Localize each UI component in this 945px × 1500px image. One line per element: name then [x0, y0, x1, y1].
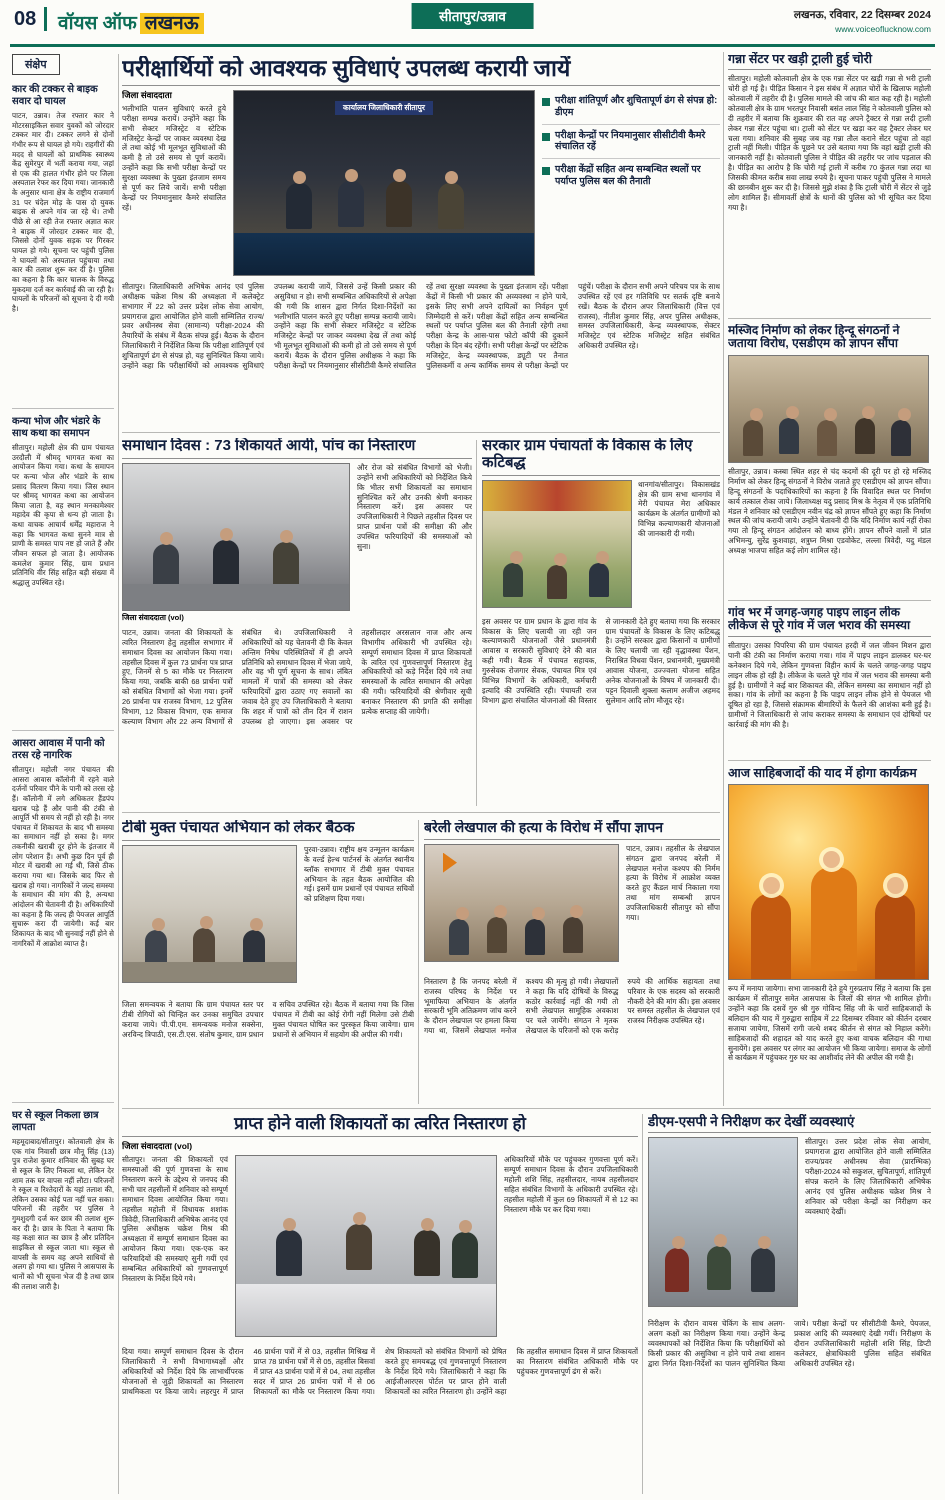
- brief-title: कार की टक्कर से बाइक सवार दो घायल: [12, 84, 98, 107]
- guru-figure: [875, 893, 915, 979]
- sahibzada-headline: आज साहिबजादों की याद में होगा कार्यक्रम: [728, 766, 917, 780]
- divider: [122, 840, 414, 841]
- person-silhouette: [414, 1230, 440, 1276]
- website-link[interactable]: www.voiceoflucknow.com: [835, 24, 931, 34]
- tb-body: जिला समन्वयक ने बताया कि ग्राम पंचायत स्तर पर टीबी रोगियों को चिन्हित कर उनका समुचित उपचार कराया जाये। पी.पी.एम. समन्वयक मनोज सक्सेना, अरविन्द त्रिपाठी, एस.टी.एस. संतोष कुमार, ग्राम प्रधान व सचिव उपस्थित रहे। बैठक में बताया गया कि जिस पंचायत में टीबी का कोई रोगी नहीं मिलेगा उसे टीबी मुक्त पंचायत घोषित कर पुरस्कृत किया जायेगा। ग्राम प्रधानों से अभियान में सहयोग की अपील की गयी।: [122, 999, 414, 1039]
- divider: [723, 52, 724, 1106]
- sahibzada-artwork: [728, 784, 929, 980]
- article-pipeline-leak: [728, 606, 931, 756]
- tb-side-text: पुरवा-उन्नाव। राष्ट्रीय क्षय उन्मूलन कार्यक्रम के वर्ल्ड हेल्थ पार्टनर्स के अंतर्गत स्थानीय ब्लॉक सभागार में टीबी मुक्त पंचायत अभियान के तहत बैठक आयोजित की गई। इसमें ग्राम प्रधानों एवं पंचायत सचिवों को प्रशिक्षण दिया गया।: [304, 844, 414, 904]
- samadhan-side-text: और रोज को संबंधित विभागों को भेजी। उन्होंने सभी अधिकारियों को निर्देशित किये कि भीतर सभी शिकायतों का समाधान सुनिश्चित करें और उनकी श्रेणी बनाकर निस्तारण करें। इस अवसर पर उपजिलाधिकारी ने पिछले तहसील दिवस पर प्राप्त प्रार्थना पत्रों की समीक्षा की और उपस्थित फरियादियों की समस्याओं को सुना।: [357, 462, 472, 552]
- header-rule: [10, 44, 935, 47]
- brief-item: [12, 738, 114, 1095]
- divider: [418, 820, 419, 1104]
- page-number: 08: [14, 7, 47, 31]
- bareli-photo: [424, 844, 619, 962]
- briefs-column: [12, 54, 114, 1494]
- person-silhouette: [487, 917, 507, 953]
- bullet-item: [542, 125, 720, 160]
- complaints-right-text: अधिकारियों मौके पर पहुंचकर गुणवत्ता पूर्ण करें। सम्पूर्ण समाधान दिवस के दौरान उपजिलाधिकारी महोली शशि सिंह, तहसीलदार, नायब तहसीलदार सहित संबंधित विभागों के अधिकारी उपस्थित रहे। तहसील महोली में कुल 69 शिकायतों में से 12 का निस्तारण मौके पर कर दिया गया।: [504, 1155, 638, 1214]
- briefs-label: संक्षेप: [12, 54, 60, 75]
- article-ganna-theft: [728, 52, 931, 314]
- article-gram-panchayat: [482, 438, 720, 806]
- sahibzada-body: रूप में मनाया जायेगा। सभा जानकारी देते हुये गुरुप्रताप सिंह ने बताया कि इस कार्यक्रम में सीतापुर समेत आसपास के जिलों की संगत भी शामिल होगी। उन्होंने कहा कि दसवें गुरु श्री गुरु गोविन्द सिंह जी के चारों साहिबजादों के बलिदान की याद में गुरुद्वारा साहिब में 22 दिसम्बर रविवार को कीर्तन दरबार सजाया जायेगा, जिसमें रागी जत्थे शबद कीर्तन से संगत को निहाल करेंगे। साहिबजादों की शहादत को याद करते हुए कथा वाचक बलिदान की गाथा सुनायेंगे। इस अवसर पर लंगर का आयोजन भी किया जायेगा। समाज के लोगों से कार्यक्रम में पहुंचकर गुरु घर का आशीर्वाद लेने की अपील की गयी है।: [728, 984, 931, 1063]
- brief-body: महमूदाबाद/सीतापुर। कोतवाली क्षेत्र के एक गांव निवासी छात्र मौनू सिंह (13) पुत्र राजेश कुमार शनिवार की सुबह घर से स्कूल के लिए निकला था, लेकिन देर शाम तक घर वापस नहीं लौटा। परिजनों ने स्कूल व रिश्तेदारों के यहां तलाश की, लेकिन उसका कोई पता नहीं चल सका। परिजनों की तहरीर पर पुलिस ने गुमशुदगी दर्ज कर छात्र की तलाश शुरू कर दी है। छात्र के पिता ने बताया कि वह कक्षा सात का छात्र है और प्रतिदिन साइकिल से स्कूल जाता था। स्कूल से वापसी के समय वह अपने साथियों से अलग हो गया था। पुलिस ने आसपास के थानों को भी सूचना भेज दी है तथा छात्र की तलाश जारी है।: [12, 1137, 114, 1291]
- photo-credit: जिला संवाददाता (vol): [122, 612, 184, 622]
- lead-photo: [233, 90, 535, 276]
- person-silhouette: [525, 919, 545, 955]
- divider: [728, 600, 931, 601]
- brief-item: [12, 1110, 114, 1467]
- divider: [118, 54, 119, 1494]
- article-masjid-protest: [728, 324, 931, 596]
- divider: [122, 1136, 638, 1137]
- person-silhouette: [338, 181, 364, 227]
- bareli-headline: बरेली लेखपाल की हत्या के विरोध में सौंपा ज्ञापन: [424, 820, 664, 835]
- brief-body: पाटन, उन्नाव। तेज रफ्तार कार ने मोटरसाइकिल सवार युवकों को जोरदार टक्कर मार दी। टक्कर लगने से दोनों गंभीर रूप से घायल हो गये। राहगीरों की मदद से घायलों को प्राथमिक स्वास्थ्य केंद्र सुमेरपुर में भर्ती कराया गया, जहां से एक की हालत गंभीर होने पर जिला अस्पताल रेफर कर दिया गया। जानकारी के अनुसार थाना क्षेत्र के राष्ट्रीय राजमार्ग 31 पर चंदेल मोड़ के पास दो युवक बाइक से अपने गांव जा रहे थे। तभी पीछे से आ रही तेज रफ्तार अज्ञात कार ने बाइक में जोरदार टक्कर मार दी, जिससे दोनों युवक सड़क पर गिरकर घायल हो गये। सूचना पर पहुंची पुलिस ने घायलों को अस्पताल पहुंचाया तथा कार की तलाश शुरू कर दी है। पुलिस का कहना है कि कार चालक के विरुद्ध मुकदमा दर्ज कर कार्रवाई की जा रही है। घायलों के परिजनों को सूचना दे दी गयी है।: [12, 111, 114, 313]
- person-silhouette: [213, 540, 239, 586]
- dmsp-body: निरीक्षण के दौरान वायस चेकिंग के साथ अलग-अलग कक्षों का निरीक्षण किया गया। उन्होंने केन्द्र व्यवस्थापकों को निर्देशित किया कि परीक्षार्थियों को किसी प्रकार की असुविधा न होने पाये तथा शासन द्वारा निर्गत दिशा-निर्देशों का पालन सुनिश्चित किया जाये। परीक्षा केन्द्रों पर सीसीटीवी कैमरे, पेयजल, प्रकाश आदि की व्यवस्थाएं देखी गयीं। निरीक्षण के दौरान उपजिलाधिकारी महोली शशि सिंह, डिप्टी कलेक्टर, क्षेत्राधिकारी पुलिस सहित संबंधित अधिकारी उपस्थित रहे।: [648, 1319, 931, 1368]
- divider: [122, 812, 720, 813]
- divider: [482, 475, 720, 476]
- bullet-text: परीक्षा शांतिपूर्ण और शुचितापूर्ण ढंग से संपन्न हो: डीएम: [555, 94, 718, 118]
- masthead: [58, 9, 204, 35]
- person-silhouette: [193, 928, 215, 966]
- gram-body: इस अवसर पर ग्राम प्रधान के द्वारा गांव के विकास के लिए चलायी जा रही जन कल्याणकारी योजनाओं जैसे प्रधानमंत्री आवास व सरकारी सुविधाएं देने की बात कही गयी। बैठक में पंचायत सहायक, गुरुसेवक रोजगार सेवक, पंचायत मित्र एवं विभिन्न विभागों के अधिकारी, कर्मचारी इत्यादि की उपस्थिति रही। पंचायती राज विभाग द्वारा संचालित योजनाओं की विस्तार से जानकारी देते हुए बताया गया कि सरकार ग्राम पंचायतों के विकास के लिए कटिबद्ध है। उन्होंने सरकार द्वारा किसानों व ग्रामीणों के लिए चलायी जा रही वृद्धावस्था पेंशन, निराश्रित विधवा पेंशन, प्रधानमंत्री, मुख्यमंत्री आवास योजना, उज्ज्वला योजना सहित अनेक योजनाओं के विषय में जानकारी दी। पट्टन दिवाली शुक्ला कलाम अजीज अहमद सुलेमान आदि लोग मौजूद रहे।: [482, 616, 720, 705]
- article-sahibzada: [728, 766, 931, 1106]
- guru-figure: [751, 893, 791, 979]
- person-silhouette: [665, 1248, 689, 1292]
- square-bullet-icon: [542, 98, 550, 106]
- gram-headline: सरकार ग्राम पंचायतों के विकास के लिए कटिबद्ध: [482, 438, 693, 471]
- person-silhouette: [707, 1246, 731, 1290]
- square-bullet-icon: [542, 133, 550, 141]
- divider: [728, 636, 931, 637]
- divider: [728, 69, 931, 70]
- section-label: सीतापुर/उन्नाव: [411, 3, 534, 29]
- table-surface: [234, 233, 534, 275]
- lead-bullet-list: [542, 90, 720, 276]
- lead-side-text: भलीभांति पालन सुविधाएं करते हुये परीक्षा सम्पन्न करायें। उन्होंने कहा कि सभी सेक्टर मजिस्ट्रेट व स्टेटिक मजिस्ट्रेट केन्द्रों पर जाकर व्यवस्था देख लें तथा कोई भी मूलभूत सुविधाओं की कमी है तो उसे समय से पूर्ण करायें। उन्होंने कहा कि सभी परीक्षा केन्द्रों पर सुरक्षा व्यवस्था के पुख्ता इंतजाम समय से पूर्ण कर लिये जायें। सभी परीक्षा केन्द्रों पर नियमानुसार कैमरे संचालित रहें।: [122, 103, 226, 212]
- masthead-part1: वॉयस ऑफ: [58, 13, 137, 34]
- person-silhouette: [346, 1224, 372, 1270]
- bareli-side-text: पाटन, उन्नाव। तहसील के लेखपाल संगठन द्वारा जनपद बरेली में लेखपाल मनोज कश्यप की निर्मम हत्या के विरोध में आक्रोश व्यक्त करते हुए कैंडल मार्च निकाला गया तथा मांग सम्बन्धी ज्ञापन उपजिलाधिकारी सीतापुर को सौंपा गया।: [626, 843, 720, 923]
- samadhan-photo: [122, 463, 350, 611]
- dmsp-side-text: सीतापुर। उत्तर प्रदेश लोक सेवा आयोग, प्रयागराज द्वारा आयोजित होने वाली सम्मिलित राज्य/प्रवर अधीनस्थ सेवा (प्रारम्भिक) परीक्षा-2024 को सकुशल, सुचितापूर्ण, शांतिपूर्ण संपन्न कराने के लिए जिलाधिकारी अभिषेक आनंद एवं पुलिस अधीक्षक चक्रेश मिश्र ने शनिवार को परीक्षा केन्द्रों का निरीक्षण कर व्यवस्थाएं देखीं।: [805, 1137, 931, 1216]
- dateline: लखनऊ, रविवार, 22 दिसम्बर 2024: [793, 9, 931, 21]
- person-silhouette: [276, 1230, 302, 1276]
- person-silhouette: [589, 563, 609, 597]
- lead-body: सीतापुर। जिलाधिकारी अभिषेक आनंद एवं पुलिस अधीक्षक चक्रेश मिश्र की अध्यक्षता में कलेक्ट्रेट सभागार में 22 को उत्तर प्रदेश लोक सेवा आयोग, प्रयागराज द्वारा आयोजित होने वाली सम्मिलित राज्य/प्रवर अधीनस्थ सेवा (सामान्य) परीक्षा-2024 की तैयारियों के संबंध में बैठक संपन्न हुई। बैठक के दौरान जिलाधिकारी ने निर्देशित किया कि परीक्षा शांतिपूर्ण एवं शुचितापूर्ण ढंग से संपन्न हो, यह सुनिश्चित किया जाये। उन्होंने कहा कि परीक्षार्थियों को आवश्यक सुविधाएं उपलब्ध करायी जायें, जिससे उन्हें किसी प्रकार की असुविधा न हो। सभी सम्बन्धित अधिकारियों से अपेक्षा की गयी कि शासन द्वारा निर्गत दिशा-निर्देशों का भलीभांति पालन करते हुए परीक्षा सम्पन्न करायी जाये। उन्होंने कहा कि सभी सेक्टर मजिस्ट्रेट व स्टेटिक मजिस्ट्रेट केन्द्रों पर जाकर व्यवस्था देख लें तथा कोई भी मूलभूत सुविधाओं की कमी हो तो उसे समय से पूर्ण करायें। बैठक के दौरान पुलिस अधीक्षक ने कहा कि परीक्षा केन्द्रों पर नियमानुसार सीसीटीवी कैमरे संचालित रहें तथा सुरक्षा व्यवस्था के पुख्ता इंतजाम रहें। परीक्षा केंद्रों में किसी भी प्रकार की अव्यवस्था न होने पाये, इसके लिए सभी अपने दायित्वों का निर्वहन पूर्ण जिम्मेदारी से करें। परीक्षा केंद्रों सहित अन्य सम्बन्धित स्थलों पर पर्याप्त पुलिस बल की तैनाती रहेगी तथा परीक्षा केन्द्र के आस-पास फोटो कॉपी की दुकानें परीक्षा के दिन बंद रहेंगी। सभी परीक्षा केन्द्रों पर स्टेटिक मजिस्ट्रेट, केन्द्र व्यवस्थापक, ड्यूटी पर तैनात पुलिसकर्मी व अन्य कार्मिक समय से परीक्षा केन्द्रों पर पहुंचें। परीक्षा के दौरान सभी अपने परिचय पत्र के साथ उपस्थित रहें एवं हर गतिविधि पर सतर्क दृष्टि बनाये रखें। बैठक के दौरान अपर जिलाधिकारी (वित्त एवं राजस्व), नीतीश कुमार सिंह, अपर पुलिस अधीक्षक, समस्त उपजिलाधिकारी, केन्द्र व्यवस्थापक, सेक्टर मजिस्ट्रेट एवं स्टेटिक मजिस्ट्रेट सहित संबंधित अधिकारी उपस्थित रहे।: [122, 281, 720, 371]
- divider: [728, 760, 931, 761]
- bullet-text: परीक्षा केंद्रों सहित अन्य सम्बन्धित स्थलों पर पर्याप्त पुलिस बल की तैनाती: [555, 164, 701, 188]
- article-dm-sp-inspection: [648, 1114, 931, 1494]
- person-silhouette: [779, 418, 799, 454]
- article-samadhan: [122, 438, 472, 806]
- person-silhouette: [438, 183, 464, 229]
- masjid-body: सीतापुर, उन्नाव। कस्बा स्थित शहर से चंद कदमों की दूरी पर हो रहे मस्जिद निर्माण को लेकर हिन्दू संगठनों ने विरोध जताते हुए एसडीएम को ज्ञापन सौंपा। हिन्दू संगठनों के पदाधिकारियों का कहना है कि विवादित स्थल पर निर्माण कार्य तत्काल रोका जाये। जिलाध्यक्ष यदु प्रसाद मिश्र के नेतृत्व में एक प्रतिनिधि मंडल ने शनिवार को एसडीएम नवीन चंद्र को ज्ञापन सौंपते हुए कहा कि निर्माण स्थल की जांच करायी जाये। उन्होंने चेतावनी दी कि यदि निर्माण कार्य नहीं रोका गया तो हिन्दू संगठन आंदोलन को बाध्य होंगे। ज्ञापन सौंपने वालों में प्रांत अभिमन्यु, सुरेंद्र कुशवाहा, शत्रुघ्न मिश्रा एडवोकेट, लल्ला त्रिवेदी, यदु मंडल अध्यक्ष भाजपा सहित कई लोग शामिल रहे।: [728, 466, 931, 556]
- page-header: [0, 0, 945, 44]
- lead-byline: जिला संवाददाता: [122, 89, 172, 100]
- article-complaints: [122, 1114, 638, 1494]
- bullet-item: [542, 90, 720, 125]
- person-silhouette: [286, 183, 312, 229]
- samadhan-body: पाटन, उन्नाव। जनता की शिकायतों के त्वरित निस्तारण हेतु तहसील सभागार में समाधान दिवस का आयोजन किया गया। तहसील दिवस में कुल 73 प्रार्थना पत्र प्राप्त हुए, जिनमें से 5 का मौके पर निस्तारण किया गया, जबकि बाकी 68 प्रार्थना पत्रों को संबंधित विभागों को भेजा गया। इनमें 26 प्रार्थना पत्र राजस्व विभाग, 12 पुलिस विभाग, 12 विकास विभाग, एक समाज कल्याण विभाग और 22 अन्य विभागों से संबंधित थे। उपजिलाधिकारी ने अधिकारियों को यह चेतावनी दी कि केवल अन्तिम निषेध परिस्थितियों में ही अपने प्रतिनिधि को समाधान दिवस में भेजा जाये, और वह भी पूर्ण सूचना के साथ। लंबित मामलों में पात्रों की समस्या को लेकर फरियादियों द्वारा उठाए गए सवालों का जवाब देते हुए उप जिलाधिकारी ने बताया कि शहर में पात्रों को तीन दिन में राशन उपलब्ध हो जाएगा। इस अवसर पर तहसीलदार अरसलान नाज और अन्य विभागीय अधिकारी भी उपस्थित रहे। सम्पूर्ण समाधान दिवस में प्राप्त शिकायतों के त्वरित एवं गुणवत्तापूर्ण निस्तारण हेतु अधिकारियों को कड़े निर्देश दिये गये तथा समस्याओं के त्वरित समाधान की अपेक्षा की गयी। फरियादियों की श्रेणीवार सूची बनाकर निस्तारण की प्रगति की समीक्षा प्रत्येक सप्ताह की जायेगी।: [122, 627, 472, 727]
- table-surface: [236, 1284, 496, 1336]
- divider: [424, 839, 720, 840]
- photo-banner-text: कार्यालय जिलाधिकारी सीतापुर: [335, 101, 433, 115]
- dmsp-headline: डीएम-एसपी ने निरीक्षण कर देखीं व्यवस्थाएं: [648, 1114, 855, 1129]
- divider: [642, 1114, 643, 1494]
- pipeline-body: सीतापुर। उसका पिपरिया की ग्राम पंचायत हरदी में जल जीवन मिशन द्वारा पानी की टंकी का निर्माण कराया गया। गांव में पाइप लाइन डालकर घर-घर कनेक्शन दिये गये, लेकिन गुणवत्ता विहीन कार्य के चलते जगह-जगह पाइप लाइन लीक हो रही है। लीकेज के चलते पूरे गांव में जल भराव की समस्या बनी हुई है। ग्रामीणों ने कई बार शिकायत की, लेकिन समस्या का समाधान नहीं हो सका। गांव के लोगों का कहना है कि पाइप लाइन लीक होने से पेयजल भी दूषित हो रहा है, जिससे संक्रामक बीमारियों के फैलने की आशंका बनी हुई है। ग्रामीणों ने जिलाधिकारी से जांच कराकर समस्या के समाधान एवं दोषियों पर कार्रवाई की मांग की है।: [728, 640, 931, 730]
- table-surface: [123, 584, 349, 610]
- ganna-headline: गन्ना सेंटर पर खड़ी ट्राली हुई चोरी: [728, 52, 873, 66]
- person-silhouette: [891, 420, 911, 456]
- lead-headline: परीक्षार्थियों को आवश्यक सुविधाएं उपलब्ध करायी जायें: [122, 56, 571, 81]
- person-silhouette: [503, 563, 523, 597]
- divider: [12, 408, 114, 409]
- dmsp-photo: [648, 1137, 798, 1307]
- tb-photo: [122, 845, 297, 983]
- brief-body: सीतापुर। महोली नगर पंचायत की आसरा आवास कॉलोनी में रहने वाले दर्जनों परिवार पीने के पानी को तरस रहे हैं। कॉलोनी में लगे अधिकतर हैंडपंप खराब पड़े हैं और पानी की टंकी से आपूर्ति भी समय से नहीं हो रही है। नगर पंचायत में शिकायत के बाद भी समस्या का समाधान नहीं हो सका है। मगर तकनीकी खराबी दूर होने के इंतजार में लोग परेशान हैं। अभी कुछ दिन पूर्व ही मोटर में खराबी आ गई थी, जिसे ठीक कराया गया था। जिसके बाद फिर से खराब हो गया। नागरिकों ने जल्द समस्या के समाधान की मांग की है, अन्यथा आंदोलन की चेतावनी दी है। अधिकारियों का कहना है कि जल्द ही पेयजल आपूर्ति सुचारू करा दी जायेगी। कई बार शिकायत के बाद भी सुनवाई नहीं होने से नागरिकों में आक्रोश व्याप्त है।: [12, 765, 114, 948]
- divider: [476, 440, 477, 806]
- person-silhouette: [273, 542, 299, 588]
- divider: [122, 1108, 931, 1109]
- person-silhouette: [743, 420, 763, 456]
- ganna-body: सीतापुर। महोली कोतवाली क्षेत्र के एक गन्ना सेंटर पर खड़ी गन्ना से भरी ट्राली चोरी हो गई है। पीड़ित किसान ने इस संबंध में अज्ञात चोरों के खिलाफ महोली कोतवाली में तहरीर दी है। पुलिस मामले की जांच की बात कह रही है। महोली कोतवाली क्षेत्र के ग्राम भरतपुर निवासी बसंत लाल सिंह ने कोतवाली पुलिस को दी तहरीर में बताया कि शुक्रवार की रात वह अपने ट्रैक्टर से गन्ना लदी ट्राली लेकर गन्ना सेंटर पहुंचा था। ट्राली को सेंटर पर खड़ा कर वह ट्रैक्टर लेकर घर चला गया। शनिवार की सुबह जब वह गन्ना तौल कराने सेंटर पहुंचा तो वहां ट्राली नहीं मिली। पीड़ित के पूछने पर उसे बताया गया कि वहां खड़ी ट्राली की जानकारी नहीं है। कोतवाली पुलिस ने पीड़ित की तहरीर पर जांच पड़ताल की है। पीड़ित का आरोप है कि चोरी गई ट्राली में करीब 70 कुंतल गन्ना लदा था जिसकी कीमत करीब सवा लाख रुपये है। सूचना पाकर पहुंची पुलिस ने मामले की छानबीन शुरू कर दी है। जिससे मुझे शंका है कि ट्राली चोरी में सेंटर से जुड़े लोग शामिल हैं। सीमावर्ती क्षेत्रों के थानों की पुलिस को भी सूचित कर दिया गया है।: [728, 74, 931, 212]
- person-silhouette: [452, 1232, 478, 1278]
- bareli-body: निस्तारण है कि जनपद बरेली में राजस्व परिषद के निर्देश पर भूमाफिया अभियान के अंतर्गत सरकारी भूमि अतिक्रमण जांच करने के दौरान लेखपाल पर हमला किया गया था, जिसमें लेखपाल मनोज कश्यप की मृत्यु हो गयी। लेखपालों ने कहा कि यदि दोषियों के विरुद्ध कठोर कार्रवाई नहीं की गयी तो सभी लेखपाल सामूहिक अवकाश पर चले जायेंगे। संगठन ने मृतक लेखपाल के परिजनों को एक करोड़ रुपये की आर्थिक सहायता तथा परिवार के एक सदस्य को सरकारी नौकरी देने की मांग की। इस अवसर पर समस्त तहसील के लेखपाल एवं राजस्व निरीक्षक उपस्थित रहे।: [424, 976, 720, 1036]
- article-lead: [122, 56, 720, 428]
- divider: [728, 318, 931, 319]
- divider: [12, 730, 114, 731]
- bullet-item: [542, 159, 720, 193]
- person-silhouette: [386, 181, 412, 227]
- divider: [12, 1102, 114, 1103]
- square-bullet-icon: [542, 167, 550, 175]
- gram-side-text: थानगांव/सीतापुर। विकासखंड क्षेत्र की ग्राम सभा थानगांव में मेरी पंचायत मेरा अधिकार कार्यक्रम के अंतर्गत ग्रामीणों को विभिन्न कल्याणकारी योजनाओं की जानकारी दी गयी।: [638, 479, 720, 539]
- tent-canopy: [483, 481, 631, 511]
- complaints-body: दिया गया। सम्पूर्ण समाधान दिवस के दौरान जिलाधिकारी ने सभी विभागाध्यक्षों और अधिकारियों को निर्देश दिये कि लाभार्थीपरक योजनाओं से जुड़ी शिकायतों का निस्तारण प्राथमिकता पर किया जाये। लहरपुर में प्राप्त 46 प्रार्थना पत्रों में से 03, तहसील मिश्रिख में प्राप्त 78 प्रार्थना पत्रों में से 05, तहसील बिसवां में प्राप्त 43 प्रार्थना पत्रों में से 04, तथा तहसील सदर में प्राप्त 26 प्रार्थना पत्रों में से 06 शिकायतों का मौके पर निस्तारण किया गया। शेष शिकायतों को संबंधित विभागों को प्रेषित करते हुए समयबद्ध एवं गुणवत्तापूर्ण निस्तारण के निर्देश दिये गये। जिलाधिकारी ने कहा कि आईजीआरएस पोर्टल पर प्राप्त होने वाली शिकायतों का त्वरित निस्तारण हो। उन्होंने कहा कि तहसील समाधान दिवस में प्राप्त शिकायतों का निस्तारण संबंधित अधिकारी मौके पर पहुंचकर गुणवत्तापूर्ण ढंग से करें।: [122, 1347, 638, 1396]
- brief-title: कन्या भोज और भंडारे के साथ कथा का समापन: [12, 416, 101, 439]
- bullet-text: परीक्षा केन्द्रों पर नियमानुसार सीसीटीवी कैमरे संचालित रहें: [555, 129, 706, 153]
- pipeline-headline: गांव भर में जगह-जगह पाइप लाइन लीक लीकेज से पूरे गांव में जल भराव की समस्या: [728, 606, 911, 633]
- masjid-photo: [728, 355, 929, 463]
- tb-headline: टीबी मुक्त पंचायत अभियान को लेकर बैठक: [122, 820, 355, 836]
- brief-body: सीतापुर। महोली क्षेत्र की ग्राम पंचायत उरदौली में श्रीमद् भागवत कथा का आयोजन किया गया। कथा के समापन पर कन्या भोज और भंडारे के साथ प्रसाद वितरण किया गया। जिस स्थान पर श्रीमद् भागवत कथा का आयोजन किया जाता है, वह स्थान मनकामेश्वर महादेव की कृपा से धन्य हो जाता है। कथा वाचक आचार्य धर्मेंद्र महाराज ने कहा कि भागवत कथा सुनने मात्र से प्राणी के समस्त पाप नष्ट हो जाते हैं और जीवन सफल हो जाता है। आयोजक कमलेश कुमार सिंह, ग्राम प्रधान प्रतिनिधि वीर सिंह सहित बड़ी संख्या में श्रद्धालु उपस्थित रहे।: [12, 443, 114, 587]
- complaints-left-text: सीतापुर। जनता की शिकायतों एवं समस्याओं की पूर्ण गुणवत्ता के साथ निस्तारण करने के उद्देश्य से जनपद की सभी चार तहसीलों में शनिवार को सम्पूर्ण समाधान दिवस आयोजित किया गया। तहसील महोली में विधायक शशांक त्रिवेदी, जिलाधिकारी अभिषेक आनंद एवं पुलिस अधीक्षक चक्रेश मिश्र की अध्यक्षता में सम्पूर्ण समाधान दिवस का आयोजन किया गया। एक-एक कर फरियादियों की समस्याएं सुनी गयीं एवं सम्बन्धित अधिकारियों को गुणवत्तापूर्ण निस्तारण के निर्देश दिये गये।: [122, 1155, 228, 1284]
- person-silhouette: [855, 418, 875, 454]
- gram-photo: [482, 480, 632, 608]
- person-silhouette: [751, 1248, 775, 1292]
- article-tb-mukt: [122, 820, 414, 1104]
- person-silhouette: [547, 565, 567, 599]
- divider: [122, 432, 720, 433]
- divider: [122, 458, 472, 459]
- divider: [648, 1132, 931, 1133]
- person-silhouette: [563, 917, 583, 953]
- person-silhouette: [449, 919, 469, 955]
- table-surface: [123, 962, 296, 982]
- brief-title: आसरा आवास में पानी को तरस रहे नागरिक: [12, 738, 105, 761]
- guru-figure: [811, 867, 857, 971]
- complaints-headline: प्राप्त होने वाली शिकायतों का त्वरित निस्तारण हो: [234, 1114, 526, 1133]
- brief-title: घर से स्कूल निकला छात्र लापता: [12, 1110, 99, 1133]
- saffron-flag: [443, 853, 457, 873]
- article-bareli-lekhpal: [424, 820, 720, 1104]
- complaints-photo: [235, 1155, 497, 1337]
- masthead-part2: लखनऊ: [140, 13, 204, 34]
- masjid-headline: मस्जिद निर्माण को लेकर हिन्दू संगठनों ने जताया विरोध, एसडीएम को ज्ञापन सौंपा: [728, 324, 900, 351]
- complaints-byline: जिला संवाददाता (vol): [122, 1141, 193, 1152]
- samadhan-headline: समाधान दिवस : 73 शिकायतें आयी, पांच का निस्तारण: [122, 438, 416, 454]
- brief-item: [12, 84, 114, 401]
- divider: [122, 85, 720, 86]
- person-silhouette: [817, 420, 837, 456]
- brief-item: [12, 416, 114, 723]
